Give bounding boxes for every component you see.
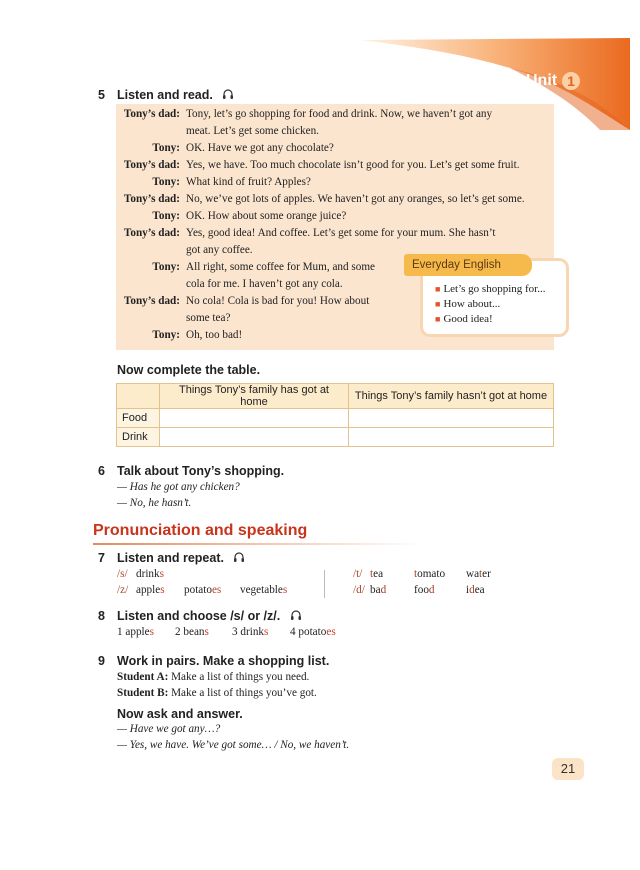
dialogue-speaker: Tony’s dad:	[123, 108, 180, 120]
table-row-label: Drink	[117, 428, 160, 447]
section-underline	[93, 543, 423, 545]
ex5-number: 5	[98, 88, 105, 102]
dialogue-text: meat. Let’s get some chicken.	[186, 125, 319, 137]
table-cell-blank[interactable]	[349, 409, 554, 428]
table-header-has-got: Things Tony’s family has got at home	[160, 384, 349, 409]
word-part: ea	[474, 584, 485, 596]
ex7-number: 7	[98, 551, 105, 565]
bullet-icon: ■	[435, 314, 441, 324]
table-corner	[117, 384, 160, 409]
ex9-line-2: — Yes, we have. We’ve got some… / No, we haven’t.	[117, 739, 350, 751]
ex8-number: 8	[98, 609, 105, 623]
practice-word	[136, 568, 164, 580]
phoneme-symbol: /d/	[353, 584, 365, 596]
word-highlight: d	[428, 584, 435, 596]
item-number: 1	[117, 626, 126, 638]
word-stem: bean	[183, 626, 205, 638]
table-cell-blank[interactable]	[349, 428, 554, 447]
dialogue-text: Oh, too bad!	[186, 329, 243, 341]
choice-item	[175, 626, 209, 638]
dialogue-speaker: Tony’s dad:	[123, 295, 180, 307]
shopping-table	[116, 383, 554, 447]
word-stem: apple	[125, 626, 150, 638]
student-a-line	[117, 671, 309, 683]
student-b-label: Student B:	[117, 687, 169, 699]
dialogue-text: Yes, good idea! And coffee. Let’s get some for your mum. She hasn’t	[186, 227, 496, 239]
word-stem: potato	[184, 584, 212, 596]
word-part: omato	[417, 568, 446, 580]
word-ending: es	[211, 584, 222, 596]
word-stem: drink	[136, 568, 160, 580]
ee-item-3: Good idea!	[443, 313, 493, 325]
word-part: ba	[370, 584, 381, 596]
word-highlight: t	[370, 568, 374, 580]
dialogue-text: OK. How about some orange juice?	[186, 210, 347, 222]
dialogue-speaker: Tony’s dad:	[123, 159, 180, 171]
ex7-title-text: Listen and repeat.	[117, 551, 224, 565]
dialogue-text: cola for me. I haven’t got any cola.	[186, 278, 343, 290]
word-highlight: d	[469, 584, 475, 596]
dialogue-text: got any coffee.	[186, 244, 253, 256]
dialogue-text: All right, some coffee for Mum, and some	[186, 261, 376, 273]
dialogue-speaker: Tony:	[152, 142, 180, 154]
dialogue-text: OK. Have we got any chocolate?	[186, 142, 334, 154]
ex9-line-1: — Have we got any…?	[117, 723, 221, 735]
word-highlight: t	[479, 568, 483, 580]
section-title: Pronunciation and speaking	[93, 522, 308, 539]
complete-table-title: Now complete the table.	[117, 363, 261, 377]
word-highlight: d	[380, 584, 387, 596]
table-cell-blank[interactable]	[160, 428, 349, 447]
word-ending: s	[160, 584, 165, 596]
word-ending: s	[204, 626, 209, 638]
dialogue-speaker: Tony:	[152, 176, 180, 188]
word-stem: vegetable	[240, 584, 283, 596]
choice-item	[290, 626, 336, 638]
choice-item	[232, 626, 268, 638]
ex5-title	[117, 88, 234, 102]
word-stem: drink	[240, 626, 265, 638]
ex5-title-text: Listen and read.	[117, 88, 213, 102]
dialogue-text: Tony, let’s go shopping for food and drink. Now, we haven’t got any	[186, 108, 493, 120]
practice-word	[414, 568, 445, 580]
dialogue-speaker: Tony’s dad:	[123, 193, 180, 205]
ex7-title	[117, 551, 245, 565]
practice-word	[466, 584, 485, 596]
bullet-icon: ■	[435, 299, 441, 309]
word-part: wa	[466, 568, 480, 580]
everyday-english-title: Everyday English	[404, 254, 532, 276]
practice-word	[184, 584, 221, 596]
phoneme-symbol: /z/	[117, 584, 129, 596]
ex9-title: Work in pairs. Make a shopping list.	[117, 654, 330, 668]
word-ending: es	[326, 626, 336, 638]
headphones-icon[interactable]	[222, 88, 234, 100]
dialogue-speaker: Tony’s dad:	[123, 227, 180, 239]
dialogue-speaker: Tony:	[152, 329, 180, 341]
table-header-hasnt-got: Things Tony’s family hasn’t got at home	[349, 384, 554, 409]
word-part: er	[482, 568, 491, 580]
table-cell-blank[interactable]	[160, 409, 349, 428]
bullet-icon: ■	[435, 284, 441, 294]
headphones-icon[interactable]	[233, 551, 245, 563]
ee-item-1: Let’s go shopping for...	[443, 283, 546, 295]
practice-word	[240, 584, 287, 596]
page-number: 21	[552, 758, 584, 780]
ask-answer-title: Now ask and answer.	[117, 707, 243, 721]
item-number: 3	[232, 626, 241, 638]
word-ending: s	[264, 626, 269, 638]
table-row	[117, 428, 554, 447]
dialogue-text: Yes, we have. Too much chocolate isn’t good for you. Let’s get some fruit.	[186, 159, 520, 171]
phoneme-symbol: /t/	[353, 568, 363, 580]
table-row	[117, 409, 554, 428]
student-a-text: Make a list of things you need.	[171, 671, 310, 683]
phoneme-symbol: /s/	[117, 568, 128, 580]
student-a-label: Student A:	[117, 671, 169, 683]
word-ending: s	[149, 626, 154, 638]
headphones-icon[interactable]	[290, 609, 302, 621]
dialogue-text: What kind of fruit? Apples?	[186, 176, 311, 188]
practice-word	[136, 584, 165, 596]
word-ending: s	[282, 584, 288, 596]
word-stem: apple	[136, 584, 161, 596]
dialogue-speaker: Tony:	[152, 210, 180, 222]
practice-word	[370, 568, 383, 580]
unit-number-badge: 1	[562, 72, 580, 90]
word-ending: s	[159, 568, 164, 580]
word-stem: potato	[298, 626, 327, 638]
item-number: 4	[290, 626, 299, 638]
student-b-text: Make a list of things you’ve got.	[171, 687, 317, 699]
word-part: foo	[414, 584, 429, 596]
table-row-label: Food	[117, 409, 160, 428]
dialogue-text: No, we’ve got lots of apples. We haven’t got any oranges, so let’s get some.	[186, 193, 525, 205]
word-part: i	[466, 584, 470, 596]
unit-label: Unit	[526, 72, 558, 89]
practice-word	[466, 568, 491, 580]
ex6-title: Talk about Tony’s shopping.	[117, 464, 285, 478]
item-number: 2	[175, 626, 184, 638]
choice-item	[117, 626, 154, 638]
practice-word	[414, 584, 435, 596]
dialogue-text: No cola! Cola is bad for you! How about	[186, 295, 370, 307]
ex9-number: 9	[98, 654, 105, 668]
ee-item	[435, 282, 546, 327]
divider	[324, 570, 325, 598]
dialogue-text: some tea?	[186, 312, 231, 324]
practice-word	[370, 584, 386, 596]
word-highlight: t	[414, 568, 418, 580]
ex6-line-2: — No, he hasn’t.	[117, 497, 192, 509]
word-part: ea	[373, 568, 384, 580]
ex6-line-1: — Has he got any chicken?	[117, 481, 240, 493]
student-b-line	[117, 687, 317, 699]
ex8-title	[117, 609, 302, 623]
ex8-title-text: Listen and choose /s/ or /z/.	[117, 609, 281, 623]
ex6-number: 6	[98, 464, 105, 478]
table-header-row	[117, 384, 554, 409]
dialogue-speaker: Tony:	[152, 261, 180, 273]
ee-item-2: How about...	[443, 298, 501, 310]
